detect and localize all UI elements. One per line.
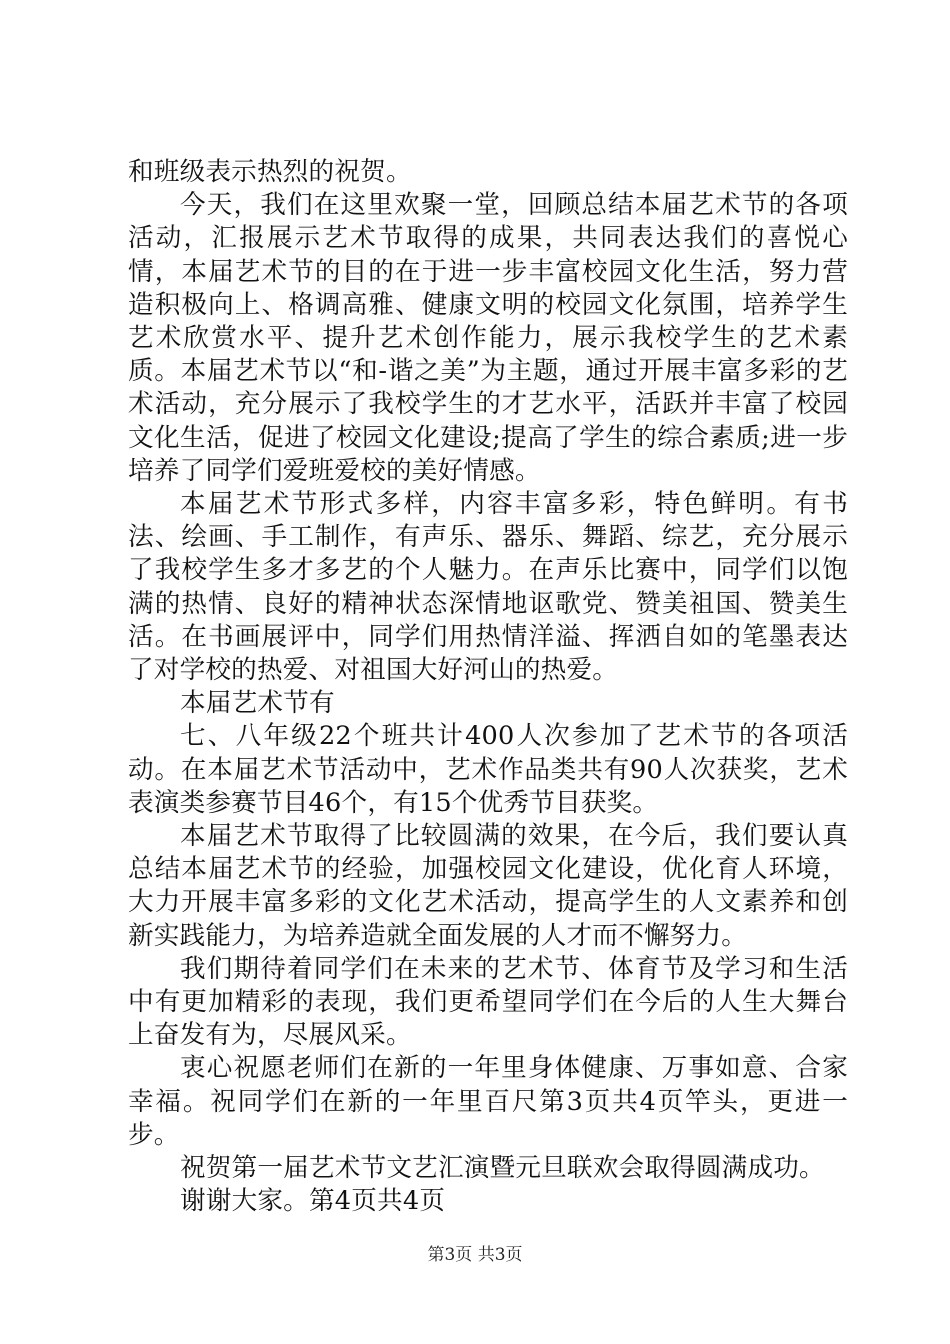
document-body (128, 156, 848, 1219)
paragraph-3: 本届艺术节形式多样，内容丰富多彩，特色鲜明。有书法、绘画、手工制作，有声乐、器乐、舞蹈、综艺，充分展示了我校学生多才多艺的个人魅力。在声乐比赛中，同学们以饱满的热情、良好的精神状态深情地讴歌党、赞美祖国、赞美生活。在书画展评中，同学们用热情洋溢、挥洒自如的笔墨表达了对学校的热爱、对祖国大好河山的热爱。 (128, 489, 848, 686)
paragraph-2: 今天，我们在这里欢聚一堂，回顾总结本届艺术节的各项活动，汇报展示艺术节取得的成果，共同表达我们的喜悦心情，本届艺术节的目的在于进一步丰富校园文化生活，努力营造积极向上、格调高雅、健康文明的校园文化氛围，培养学生艺术欣赏水平、提升艺术创作能力，展示我校学生的艺术素质。本届艺术节以“和-谐之美”为主题，通过开展丰富多彩的艺术活动，充分展示了我校学生的才艺水平，活跃并丰富了校园文化生活，促进了校园文化建设;提高了学生的综合素质;进一步培养了同学们爱班爱校的美好情感。 (128, 190, 848, 486)
paragraph-7: 我们期待着同学们在未来的艺术节、体育节及学习和生活中有更加精彩的表现，我们更希望同学们在今后的人生大舞台上奋发有为，尽展风采。 (128, 953, 848, 1051)
paragraph-9: 祝贺第一届艺术节文艺汇演暨元旦联欢会取得圆满成功。 (180, 1153, 825, 1184)
paragraph-1: 和班级表示热烈的祝贺。 (128, 157, 412, 187)
paragraph-4: 本届艺术节有 (180, 688, 335, 719)
paragraph-5: 七、八年级22个班共计400人次参加了艺术节的各项活动。在本届艺术节活动中，艺术作品类共有90人次获奖，艺术表演类参赛节目46个，有15个优秀节目获奖。 (128, 721, 848, 818)
paragraph-10: 谢谢大家。第4页共4页 (180, 1186, 446, 1217)
page-footer: 第3页 共3页 (427, 1245, 523, 1265)
paragraph-8: 衷心祝愿老师们在新的一年里身体健康、万事如意、合家幸福。祝同学们在新的一年里百尺第3页共4页竿头，更进一步。 (128, 1053, 848, 1150)
paragraph-6: 本届艺术节取得了比较圆满的效果，在今后，我们要认真总结本届艺术节的经验，加强校园文化建设，优化育人环境，大力开展丰富多彩的文化艺术活动，提高学生的人文素养和创新实践能力，为培养造就全面发展的人才而不懈努力。 (128, 821, 848, 951)
